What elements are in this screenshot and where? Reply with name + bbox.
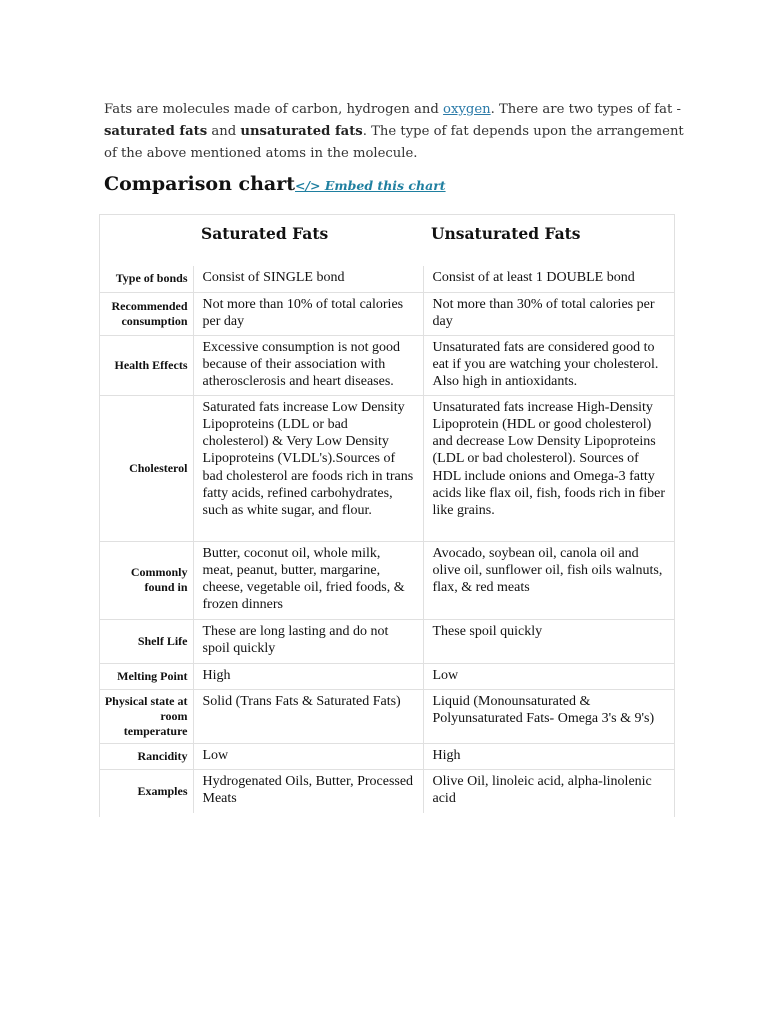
saturated-cell: Low [193, 743, 423, 769]
row-label: Recommended consumption [100, 292, 193, 335]
table-row [100, 266, 674, 292]
saturated-cell: Not more than 10% of total calories per day [193, 292, 423, 335]
intro-text-3: and [207, 124, 241, 139]
table-row [100, 769, 674, 813]
table-row [100, 292, 674, 335]
oxygen-link[interactable]: oxygen [443, 102, 491, 117]
page-title: Comparison chart [104, 173, 296, 195]
intro-paragraph [104, 99, 684, 165]
comparison-heading [104, 173, 704, 195]
row-label: Type of bonds [115, 271, 188, 286]
saturated-cell: Solid (Trans Fats & Saturated Fats) [193, 689, 423, 743]
table-header-row [100, 215, 674, 266]
table-row [100, 541, 674, 619]
header-unsaturated-fats: Unsaturated Fats [431, 224, 581, 243]
row-label: Rancidity [100, 743, 193, 769]
table-row [100, 663, 674, 689]
unsaturated-cell: These spoil quickly [423, 619, 674, 663]
unsaturated-cell: Low [423, 663, 674, 689]
table-row [100, 743, 674, 769]
table-row [100, 619, 674, 663]
comparison-table [100, 215, 674, 813]
row-label: Health Effects [100, 335, 193, 395]
row-label: Commonly found in [100, 541, 193, 619]
embed-chart-link[interactable]: </> Embed this chart [295, 178, 446, 193]
row-label: Physical state at room temperature [100, 689, 193, 743]
unsaturated-cell: Unsaturated fats increase High-Density Lipoprotein (HDL or good cholesterol) and decrease Low Density Lipoproteins (LDL or bad cholesterol). Sources of HDL include onions and Omega-3 fatty acids like flax oil, fish, foods rich in fiber like grains. [423, 395, 674, 541]
table-row [100, 395, 674, 541]
header-blank [100, 215, 193, 266]
saturated-cell: Consist of SINGLE bond [193, 266, 423, 292]
saturated-cell: Excessive consumption is not good because of their association with atherosclerosis and heart diseases. [193, 335, 423, 395]
row-label: Examples [100, 769, 193, 813]
row-label: Cholesterol [100, 395, 193, 541]
table-row [100, 335, 674, 395]
unsaturated-cell: Olive Oil, linoleic acid, alpha-linolenic acid [423, 769, 674, 813]
saturated-cell: Butter, coconut oil, whole milk, meat, peanut, butter, margarine, cheese, vegetable oil, fried foods, & frozen dinners [193, 541, 423, 619]
saturated-cell: Hydrogenated Oils, Butter, Processed Meats [193, 769, 423, 813]
unsaturated-fats-bold: unsaturated fats [240, 124, 363, 139]
unsaturated-cell: High [423, 743, 674, 769]
saturated-fats-bold: saturated fats [104, 124, 208, 139]
intro-text-1: Fats are molecules made of carbon, hydrogen and [104, 102, 444, 117]
unsaturated-cell: Unsaturated fats are considered good to eat if you are watching your cholesterol. Also high in antioxidants. [423, 335, 674, 395]
unsaturated-cell: Avocado, soybean oil, canola oil and olive oil, sunflower oil, fish oils walnuts, flax, & red meats [423, 541, 674, 619]
saturated-cell: Saturated fats increase Low Density Lipoproteins (LDL or bad cholesterol) & Very Low Density Lipoproteins (VLDL's).Sources of bad cholesterol are foods rich in trans fatty acids, refined carbohydrates, such as white sugar, and flour. [193, 395, 423, 541]
header-saturated-fats: Saturated Fats [201, 224, 329, 243]
saturated-cell: High [193, 663, 423, 689]
unsaturated-cell: Consist of at least 1 DOUBLE bond [423, 266, 674, 292]
table-row [100, 689, 674, 743]
intro-text-2: . There are two types of fat - [490, 102, 681, 117]
saturated-cell: These are long lasting and do not spoil quickly [193, 619, 423, 663]
intro-text-4: . The type of fat depends upon the arrangement of the above mentioned atoms in the molecule. [104, 124, 684, 161]
unsaturated-cell: Not more than 30% of total calories per day [423, 292, 674, 335]
row-label: Shelf Life [100, 619, 193, 663]
row-label: Melting Point [100, 663, 193, 689]
table-body [100, 266, 674, 813]
comparison-table-container [99, 214, 675, 817]
unsaturated-cell: Liquid (Monounsaturated & Polyunsaturated Fats- Omega 3's & 9's) [423, 689, 674, 743]
